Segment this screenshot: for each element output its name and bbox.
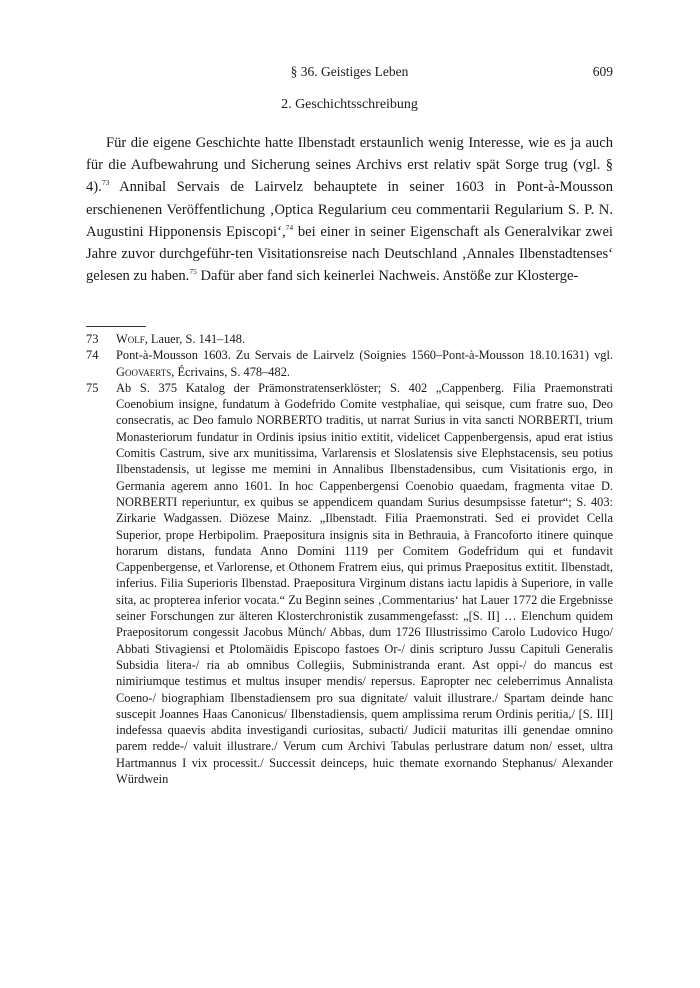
footnote-number: 73 bbox=[86, 332, 99, 346]
running-title: § 36. Geistiges Leben bbox=[290, 64, 409, 79]
running-head bbox=[86, 64, 613, 84]
footnote-divider bbox=[86, 326, 146, 327]
footnote-reference[interactable]: 74 bbox=[285, 222, 294, 232]
footnotes bbox=[86, 331, 613, 787]
footnote bbox=[86, 347, 613, 380]
footnote-reference[interactable]: 75 bbox=[189, 267, 197, 277]
footnote-author: Goovaerts bbox=[116, 364, 172, 379]
footnote-author: Wolf bbox=[116, 332, 145, 346]
body-paragraph bbox=[86, 132, 613, 287]
footnote-number: 74 bbox=[86, 348, 99, 363]
footnote-text: Ab S. 375 Katalog der Prämonstratenserklöster; S. 402 „Cappenberg. Filia Praemonstrati Coenobium insigne, fundatum à Godefrido Comite vestphaliae, qui seisque, cum fratre suo, Deo consecratis, ac Deo famulo NORBERTO traditis, ut narrat Surius in vita sancti NORBERTI, trium Monasteriorum fundatur in Ordinis ipsius initio extitit, videlicet Cappenbergensis, apud erat istius Comitis Castrum, sive arx munitissima, Varlarensis et Sloslatensis sive Elephstacensis, seu potius Ilbenstadensis, ut legisse me memini in Annalibus Ilbenstadensibus, cum Visitationis ergo, in Germania agerem anno 1601. In hoc Cappenbergensi Coenobio quaedam, fragmenta vitae D. NORBERTI reperiuntur, ex quibus se appendicem quandam Surius desumpsisse fatetur“; S. 403: Zirkarie Wadgassen. Diözese Mainz. „Ilbenstadt. Filia Praemonstrati. Sed ei providet Cella Superior, prope Herbipolim. Praepositura insignis sita in Bethrauia, à Francoforto itinere quinque horarum distans, fundata Anno Domini 1119 per Comitem Godefridum qui et fundavit Cappenbergense, et Varlorense, et Othonem Fratrem eius, qui primus Praepositus extitit. Ilbenstadt, inferius. Filia Superioris Ilbenstad. Praepositura Virginum distans iactu lapidis à Superiore, in valle sita, ac propterea inferior vocata.“ Zu Beginn seines ‚Commentarius‘ hat Lauer 1772 die Ergebnisse seiner Forschungen zur älteren Klosterchronistik zusammengefasst: „[S. II] … Elenchum quidem Praepositorum congessit Jacobus Münch/ Abbas, dum 1726 Illustrissimo Carolo Ludovico Hugo/ Abbati Stivagiensi et Ptolomäidis Episcopo fastoes Or-/ dinis scripturo Jussu Capituli Generalis Subsidia litera-/ ria ab omnibus Collegiis, Subministranda erant. Ast oppi-/ do mancus est nimiriumque testimus et multus insuper mendis/ repersus. Eapropter nec celeberrimus Annalista Coeno-/ biographiam Ilbenstadiensem pro sua dignitate/ valuit illustrare./ Spartam deinde hanc suscepit Joannes Haas Canonicus/ Ilbenstadiensis, quem amplissima rerum Ordinis peritia,/ [S. III] indefessa quaevis abdita investigandi curiositas, subacti/ Judicii maturitas illi genendae omnino parem redde-/ valuit illustrare./ Verum cum Archivi Tabulas perlustrare datum non/ esset, ultra Hartmannus I vix processit./ Successit deinceps, huic themate exornando Stephanus/ Alexander Würdwein bbox=[116, 380, 613, 787]
footnote bbox=[86, 331, 613, 347]
body-text-segment: Dafür aber fand sich keinerlei Nachweis. Anstöße zur Klosterge- bbox=[196, 268, 579, 285]
body-text-segment: Für die eigene Geschichte hatte Ilbenstadt erstaunlich wenig Interesse, wie es ja auch für die Aufbewahrung und Sicherung seines Archivs erst relativ spät Sorge trug (vgl. § 4). bbox=[86, 135, 613, 196]
footnote-number: 75 bbox=[86, 380, 99, 395]
body-text-segment: Annibal Servais de Lairvelz behauptete in seiner 1603 in Pont-à-Mousson erschienenen Veröffentlichung ‚Optica Regularium ceu commentarii Regularium S. P. N. Augustini Hipponensis Episcopi‘, bbox=[86, 179, 613, 240]
section-heading: 2. Geschichtsschreibung bbox=[281, 97, 418, 112]
footnote-text: , Lauer, S. 141–148. bbox=[144, 332, 246, 346]
page-number: 609 bbox=[592, 64, 613, 79]
footnote bbox=[86, 380, 613, 787]
footnote-text: , Écrivains, S. 478–482. bbox=[171, 364, 290, 379]
footnote-reference[interactable]: 73 bbox=[101, 178, 110, 188]
body-text-segment: bei einer in seiner Eigenschaft als Generalvikar zwei Jahre zuvor durchgeführ-ten Visitationsreise nach Deutschland ‚Annales Ilbenstadtenses‘ gelesen zu haben. bbox=[86, 223, 613, 285]
footnote-text: Pont-à-Mousson 1603. Zu Servais de Lairvelz (Soignies 1560–Pont-à-Mousson 18.10.1631) vgl. bbox=[116, 348, 613, 363]
